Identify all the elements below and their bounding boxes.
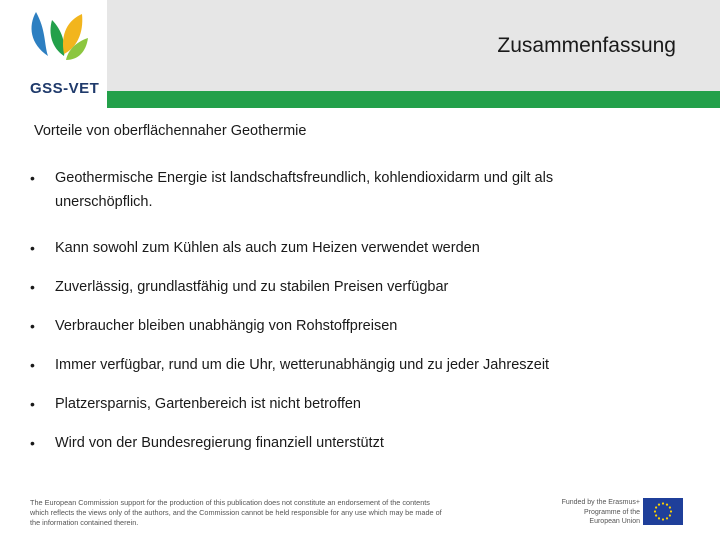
list-item (30, 307, 670, 345)
eu-disclaimer: The European Commission support for the production of this publication does not constitute an endorsement of the contents which reflects the views only of the authors, and the Commission cannot be held responsible for any use which may be made of the information contained therein. (30, 498, 442, 527)
bullet-icon: • (30, 435, 35, 451)
bullet-text: Verbraucher bleiben unabhängig von Rohstoffpreisen (55, 318, 398, 334)
slide-title: Zusammenfassung (497, 34, 676, 57)
bullet-icon: • (30, 357, 35, 373)
bullet-icon: • (30, 279, 35, 295)
bullet-text: Zuverlässig, grundlastfähig und zu stabilen Preisen verfügbar (55, 279, 449, 295)
list-item (30, 424, 670, 462)
list-item (30, 229, 670, 267)
list-item (30, 166, 670, 214)
funding-text: Funded by the Erasmus+ Programme of the European Union (561, 499, 640, 525)
list-item (30, 268, 670, 306)
bullet-list (30, 166, 670, 463)
eu-flag-icon (643, 498, 683, 525)
bullet-text: Platzersparnis, Gartenbereich ist nicht betroffen (55, 396, 362, 412)
logo-text: GSS-VET (30, 80, 100, 97)
section-heading: Vorteile von oberflächennaher Geothermie (34, 123, 307, 139)
bullet-text: Wird von der Bundesregierung finanziell unterstützt (55, 435, 384, 451)
bullet-text: Immer verfügbar, rund um die Uhr, wetterunabhängig und zu jeder Jahreszeit (55, 357, 550, 373)
bullet-text: Kann sowohl zum Kühlen als auch zum Heizen verwendet werden (55, 240, 480, 256)
bullet-icon: • (30, 318, 35, 334)
list-item (30, 385, 670, 423)
bullet-icon: • (30, 170, 35, 186)
header-accent-bar (107, 91, 720, 108)
list-item (30, 346, 670, 384)
bullet-icon: • (30, 240, 35, 256)
bullet-icon: • (30, 396, 35, 412)
bullet-text: Geothermische Energie ist landschaftsfreundlich, kohlendioxidarm und gilt als unerschöpflich. (55, 170, 554, 210)
